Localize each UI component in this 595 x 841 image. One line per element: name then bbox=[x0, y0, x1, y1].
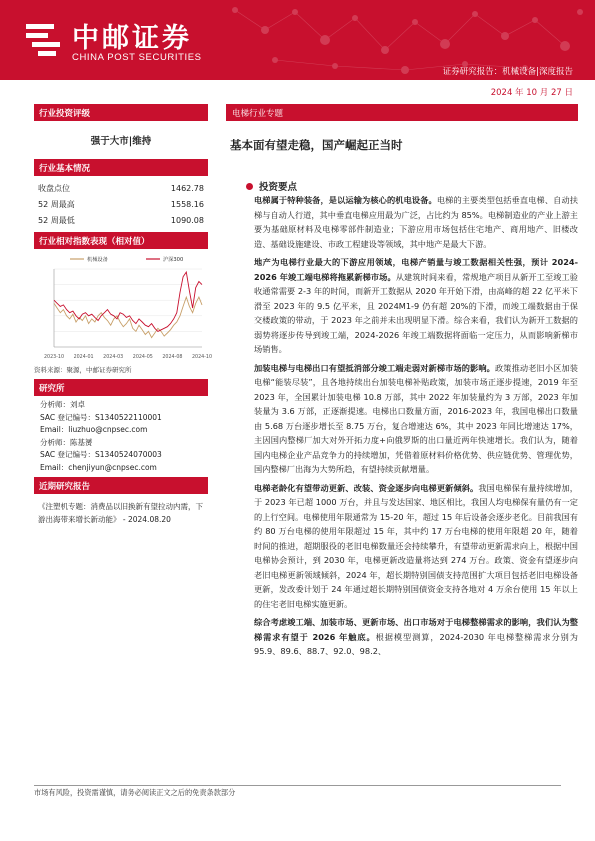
basics-table bbox=[34, 180, 208, 228]
report-date: 2024 年 10 月 27 日 bbox=[490, 88, 573, 98]
chart-svg bbox=[34, 251, 213, 363]
paragraph-body: 从建筑时间来看，常规地产项目从新开工至竣工验收通常需要 2-3 年的时间，而新开工数据从 2020 年开始下滑，由高峰的超 22 亿平米下滑至 2023 年的 9.5 亿平米，且 2024M1-9 仍有超 20%的下滑，而竣工端数据由于保交楼政策的带动，于 2023 年之前并未出现明显下滑。综合来看，我们认为新开工数据的弱势将逐步传导到竣工端，2024-2026 年竣工端数据将面临一定压力，从而影响新梯市场销售。 bbox=[254, 271, 578, 354]
summary-paragraph bbox=[254, 255, 578, 357]
x-tick-label: 2024-03 bbox=[103, 355, 124, 360]
x-tick-label: 2024-08 bbox=[162, 355, 183, 360]
basics-label: 收盘点位 bbox=[38, 183, 70, 193]
basics-value: 1558.16 bbox=[170, 199, 204, 209]
basics-value: 1462.78 bbox=[170, 183, 204, 193]
x-tick-label: 2024-01 bbox=[73, 355, 94, 360]
table-row bbox=[34, 196, 208, 212]
legend-label: 机械设备 bbox=[87, 257, 108, 263]
paragraph-body: 电梯的主要类型包括垂直电梯、自动扶梯与自动人行道，其中垂直电梯应用最为广泛，占比约为 85%。电梯制造业的产业上游主要为基础原材料及电梯零部件制造业；下游应用市场包括住宅地产、商用地产、旧楼改造、基础设施建设、市政工程建设等领域，其中地产是最大下游。 bbox=[254, 195, 578, 249]
analyst-line: 分析师：陈基赟 bbox=[40, 437, 93, 447]
basics-header: 行业基本情况 bbox=[34, 159, 208, 176]
report-title: 基本面有望走稳，国产崛起正当时 bbox=[230, 138, 403, 152]
paragraph-lead: 加装电梯与电梯出口有望抵消部分竣工端走弱对新梯市场的影响。 bbox=[254, 362, 495, 373]
brand-name-cn: 中邮证券 bbox=[72, 23, 192, 54]
x-tick-label: 2024-05 bbox=[132, 355, 153, 360]
footer-risk-text: 请务必阅读正文之后的免责条款部分 bbox=[120, 788, 236, 797]
recent-report-item[interactable]: 《注塑机专题：消费品以旧换新有望拉动内需，下游出海带来增长新动能》 - 2024.08.20 bbox=[38, 502, 203, 524]
analyst-line: SAC 登记编号：S1340524070003 bbox=[40, 450, 162, 459]
industry-rating: 强于大市|维持 bbox=[90, 136, 152, 147]
company-logo bbox=[22, 18, 62, 58]
column-header: 电梯行业专题 bbox=[226, 104, 578, 121]
paragraph-lead: 综合考虑竣工端、加装市场、更新市场、出口市场对于电梯整梯需求的影响，我们认为整梯需求有望于 2026 年触底。 bbox=[254, 617, 578, 642]
paragraph-body: 我国电梯保有量持续增加，于 2023 年已超 1000 万台，并且与发达国家、地区相比，我国人均电梯保有量仍有一定的上行空间。电梯使用年限通常为 15-20 年，超过 15 年后设备会逐步老化。目前我国有约 80 万台电梯的使用年限超过 15 年，其中约 17 万台电梯的使用年限超 20 年，随着时间的推进，超期服役的老旧电梯数量还会持续攀升，有望带动更新需求向上，根据中国电梯协会预计，到 2030 年，电梯更新改造量将达到 274 万台。政策、资金有望逐步向老旧电梯更新领域倾斜，2024 年，超长期特别国债支持范围扩大项目包括老旧电梯设备更新，发改委计划于 24 年通过超长期特别国债资金支持各地对 4 万余台使用 15 年以上的住宅老旧电梯实施更新。 bbox=[254, 482, 578, 609]
summary-heading bbox=[246, 179, 578, 193]
bullet-dot-icon bbox=[246, 183, 253, 190]
legend-label: 沪深300 bbox=[163, 257, 184, 263]
paragraph-lead: 电梯属于特种装备，是以运输为核心的机电设备。 bbox=[254, 195, 437, 205]
rating-header: 行业投资评级 bbox=[34, 104, 208, 121]
basics-value: 1090.08 bbox=[170, 215, 204, 225]
analyst-email[interactable]: Email：liuzhuo@cnpsec.com bbox=[40, 425, 148, 434]
main-content bbox=[226, 104, 578, 663]
research-header: 研究所 bbox=[34, 379, 208, 396]
table-row bbox=[34, 212, 208, 228]
paragraph-body: 根据模型测算，2024-2030 年电梯整梯需求分别为 95.9、89.6、88.7、92.0、98.2、 bbox=[254, 631, 578, 656]
basics-label: 52 周最低 bbox=[38, 215, 75, 225]
report-type: 证券研究报告：机械设备|深度报告 bbox=[442, 67, 573, 77]
chart-source: 资料来源：聚源，中邮证券研究所 bbox=[34, 366, 132, 374]
summary-paragraphs bbox=[226, 193, 578, 659]
footer-divider bbox=[34, 785, 561, 786]
analyst-email[interactable]: Email：chenjiyun@cnpsec.com bbox=[40, 462, 157, 472]
x-tick-label: 2023-10 bbox=[43, 355, 65, 360]
summary-paragraph bbox=[254, 615, 578, 659]
header-band bbox=[0, 0, 595, 80]
summary-paragraph bbox=[254, 361, 578, 477]
performance-header: 行业相对指数表现（相对值） bbox=[34, 232, 208, 249]
brand-name-en: CHINA POST SECURITIES bbox=[72, 52, 202, 63]
footer-disclaimer: 市场有风险，投资需谨慎，请务必阅读正文之后的免责条款部分 bbox=[34, 788, 236, 797]
paragraph-lead: 电梯老龄化有望带动更新、改装、资金逐步向电梯更新倾斜。 bbox=[254, 482, 479, 493]
summary-paragraph bbox=[254, 481, 578, 612]
left-sidebar bbox=[34, 104, 213, 532]
basics-label: 52 周最高 bbox=[38, 199, 75, 209]
analyst-line: 分析师：刘卓 bbox=[40, 400, 85, 409]
paragraph-body: 政策推动老旧小区加装电梯“能装尽装”，且各地持续出台加装电梯补贴政策，加装市场正逐步提速，2019 年至 2023 年，全国累计加装电梯 10.8 万部，其中 2022 年加装量约为 3 万部，2023 年加装量为 3.6 万部，正逐渐提速。电梯出口数量方面，2016-2023 年，我国电梯出口数量由 5.68 万台逐步增长至 8.75 万台，复合增速达 6%，其中 2023 年同比增速达 17%，主因国内整梯厂加大对外开拓力度+向俄罗斯的出口量近两年快速增长。我们认为，随着国内电梯企业产品竞争力的持续增加，凭借着原材料价格优势、供应链优势、管理优势，国内整梯厂出海为大势所趋，有望持续贡献增量。 bbox=[254, 362, 578, 474]
recent-reports-header: 近期研究报告 bbox=[34, 477, 208, 494]
table-row bbox=[34, 180, 208, 196]
summary-heading-text: 投资要点 bbox=[259, 182, 298, 193]
footer-risk-prefix: 市场有风险，投资需谨慎 bbox=[34, 788, 114, 797]
analyst-line: SAC 登记编号：S1340522110001 bbox=[40, 412, 162, 422]
relative-index-chart bbox=[34, 251, 213, 363]
series-line-hs300 bbox=[54, 272, 202, 331]
x-tick-label: 2024-10 bbox=[191, 355, 213, 360]
analyst-block bbox=[34, 396, 208, 477]
summary-paragraph bbox=[254, 193, 578, 251]
paragraph-lead: 地产为电梯行业最大的下游应用领域，电梯产销量与竣工数据相关性强，预计 2024-2026 年竣工端电梯将拖累新梯市场。 bbox=[254, 257, 578, 282]
